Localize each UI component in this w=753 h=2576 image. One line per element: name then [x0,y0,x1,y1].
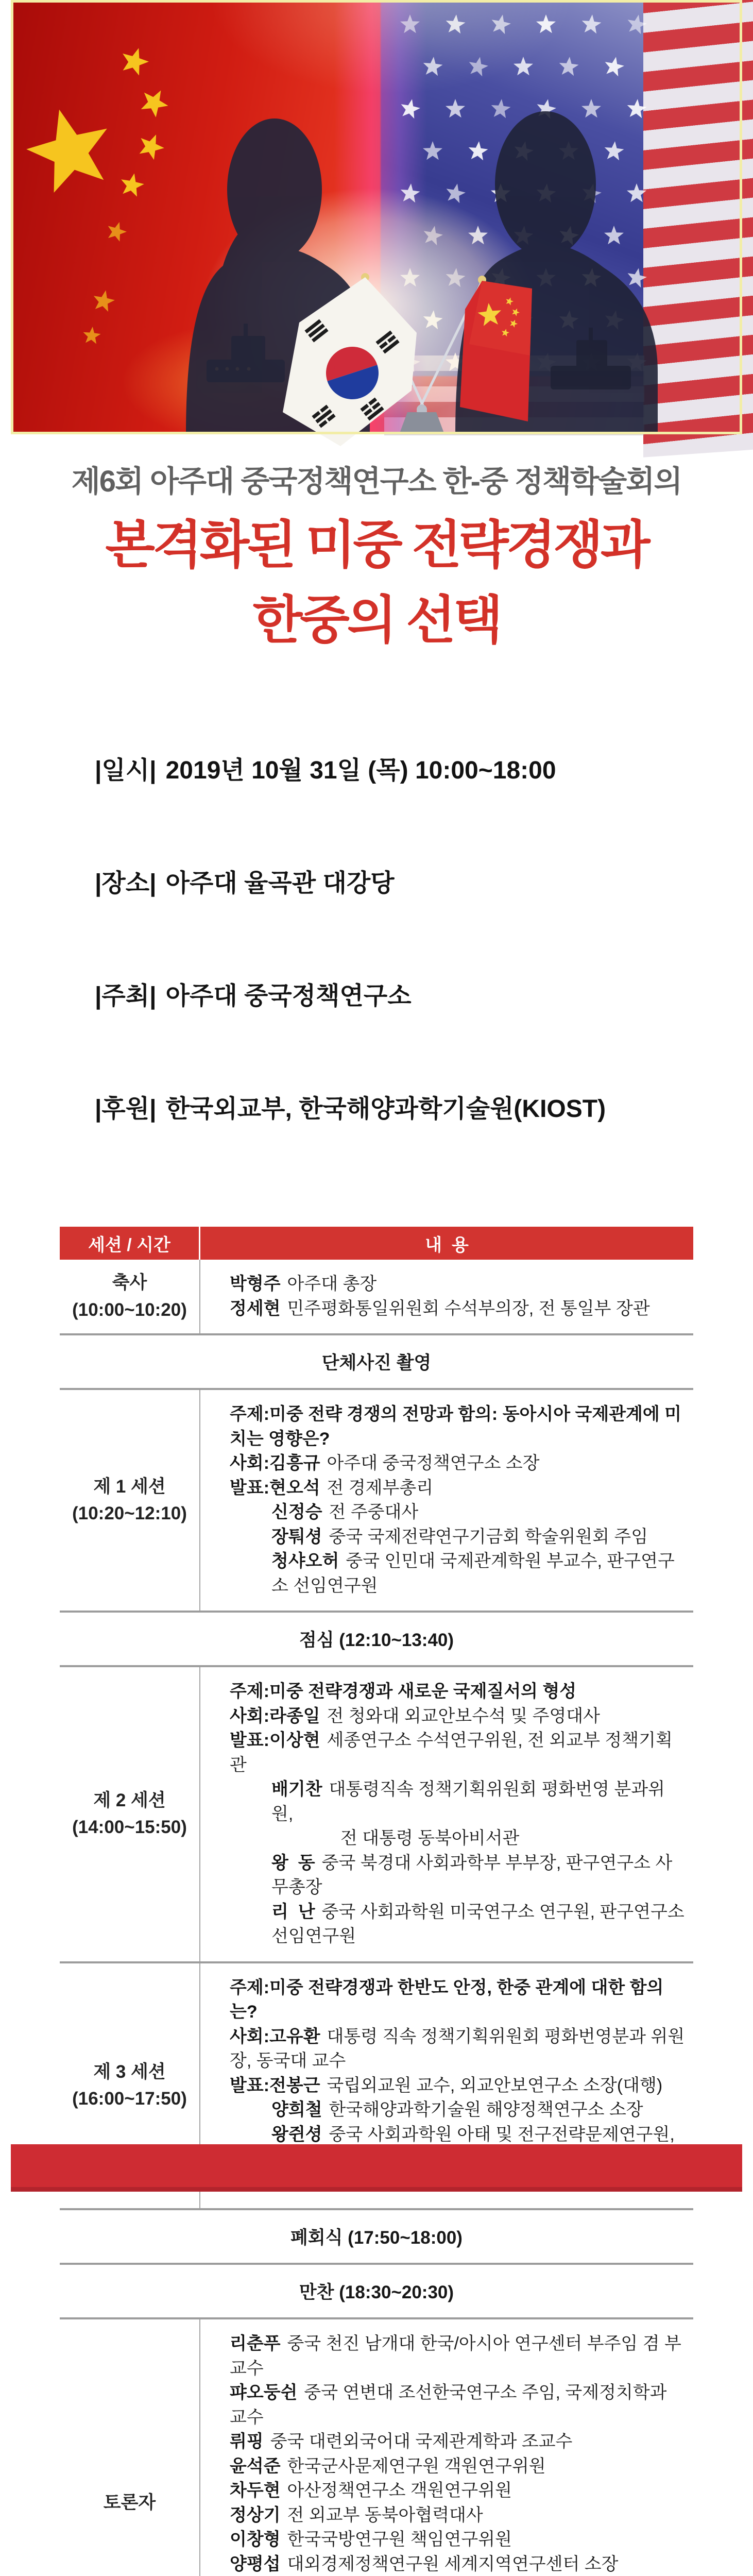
header-session-time: 세션 / 시간 [60,1227,200,1260]
hero-image [11,0,742,434]
info-line-host: |주최| 아주대 중국정책연구소 [95,977,742,1015]
content-line: 사회:라종일 전 청와대 외교안보수석 및 주영대사 [230,1704,685,1729]
session-label: 축사 [112,1269,147,1297]
content-line: 청샤오허 중국 인민대 국제관계학원 부교수, 판구연구소 선임연구원 [230,1549,685,1598]
conference-subtitle: 제6회 아주대 중국정책연구소 한-중 정책학술회의 [31,457,722,500]
session-time: (14:00~15:50) [72,1814,187,1841]
schedule-table-header [60,1227,693,1260]
content-line: 리 난 중국 사회과학원 미국연구소 연구원, 판구연구소 선임연구원 [230,1900,685,1949]
header-content: 내 용 [200,1227,693,1260]
session-label: 제 2 세션 [93,1787,165,1815]
session-label: 제 1 세션 [93,1473,165,1501]
content-line: 차두현 아산정책연구소 객원연구위원 [230,2479,685,2503]
conference-title [21,507,732,658]
content-line: 퍄오둥쉰 중국 연변대 조선한국연구소 주임, 국제정치학과 교수 [230,2381,685,2430]
content-line: 주제:미중 전략경쟁과 한반도 안정, 한중 관계에 대한 함의는? [230,1976,685,2025]
content-line: 양평섭 대외경제정책연구원 세계지역연구센터 소장 [230,2552,685,2576]
content-line: 사회:김흥규 아주대 중국정책연구소 소장 [230,1451,685,1476]
info-line-sponsor: |후원| 한국외교부, 한국해양과학기술원(KIOST) [95,1090,742,1128]
content-line: 정상기 전 외교부 동북아협력대사 [230,2503,685,2528]
title-line-2: 한중의 선택 [253,591,501,649]
footer-red-bar [11,2144,742,2192]
content-line: 사회:고유환 대통령 직속 정책기획위원회 평화번영분과 위원장, 동국대 교수 [230,2025,685,2074]
schedule-break-row: 만찬 (18:30~20:30) [60,2263,693,2317]
schedule-session-row [60,1665,693,1961]
event-info [95,676,742,1203]
session-time: (10:00~10:20) [72,1297,187,1324]
conference-poster [11,0,742,2192]
content-line: 윤석준 한국군사문제연구원 객원연구위원 [230,2454,685,2479]
session-time: (10:20~12:10) [72,1500,187,1528]
content-line: 리춘푸 중국 천진 남개대 한국/아시아 연구센터 부주임 겸 부교수 [230,2332,685,2381]
content-line: 발표:이상현 세종연구소 수석연구위원, 전 외교부 정책기획관 [230,1728,685,1777]
content-line: 전 대통령 동북아비서관 [230,1826,685,1851]
content-line: 왕 동 중국 북경대 사회과학부 부부장, 판구연구소 사무총장 [230,1851,685,1900]
china-desk-flag-icon [460,281,532,421]
info-line-datetime: |일시| 2019년 10월 31일 (목) 10:00~18:00 [95,752,742,789]
content-line: 왕쥔셩 중국 사회과학원 아태 및 전구전략문제연구원, [230,2123,685,2147]
session-label: 제 3 세션 [93,2059,165,2086]
flag-stand [399,412,444,434]
session-cell [60,1260,200,1333]
content-line: 주제:미중 전략경쟁과 새로운 국제질서의 형성 [230,1680,685,1704]
session-cell [60,2319,200,2576]
content-line: 양희철 한국해양과학기술원 해양정책연구소 소장 [230,2098,685,2123]
content-line: 주제:미중 전략 경쟁의 전망과 함의: 동아시아 국제관계에 미치는 영향은? [230,1402,685,1451]
content-line: 뤼핑 중국 대련외국어대 국제관계학과 조교수 [230,2430,685,2454]
schedule-session-row [60,1388,693,1611]
schedule-table-body [60,1260,693,2576]
schedule-session-row [60,2317,693,2576]
session-time: (16:00~17:50) [72,2086,187,2113]
content-line: 장퉈셩 중국 국제전략연구기금회 학술위원회 주임 [230,1525,685,1550]
content-cell [200,1260,693,1333]
content-cell [200,2319,693,2576]
content-line: 발표:전봉근 국립외교원 교수, 외교안보연구소 소장(대행) [230,2074,685,2098]
info-line-venue: |장소| 아주대 율곡관 대강당 [95,865,742,902]
session-label: 토론자 [104,2489,156,2517]
schedule-break-row: 점심 (12:10~13:40) [60,1611,693,1665]
content-cell [200,1667,693,1961]
schedule-break-row: 단체사진 촬영 [60,1333,693,1388]
session-cell [60,1667,200,1961]
schedule-break-row: 폐회식 (17:50~18:00) [60,2208,693,2263]
content-line: 신정승 전 주중대사 [230,1500,685,1525]
content-line: 배기찬 대통령직속 정책기획위원회 평화번영 분과위원, [230,1777,685,1826]
schedule-table [60,1227,693,2576]
content-line: 이창형 한국국방연구원 책임연구위원 [230,2528,685,2552]
session-cell [60,1390,200,1611]
title-line-1: 본격화된 미중 전략경쟁과 [105,516,647,574]
content-cell [200,1390,693,1611]
content-line: 발표:현오석 전 경제부총리 [230,1476,685,1501]
content-line: 박형주 아주대 총장 [230,1272,685,1297]
schedule-session-row [60,1260,693,1333]
hero-foreground [11,0,742,434]
content-line: 정세현 민주평화통일위원회 수석부의장, 전 통일부 장관 [230,1297,685,1321]
